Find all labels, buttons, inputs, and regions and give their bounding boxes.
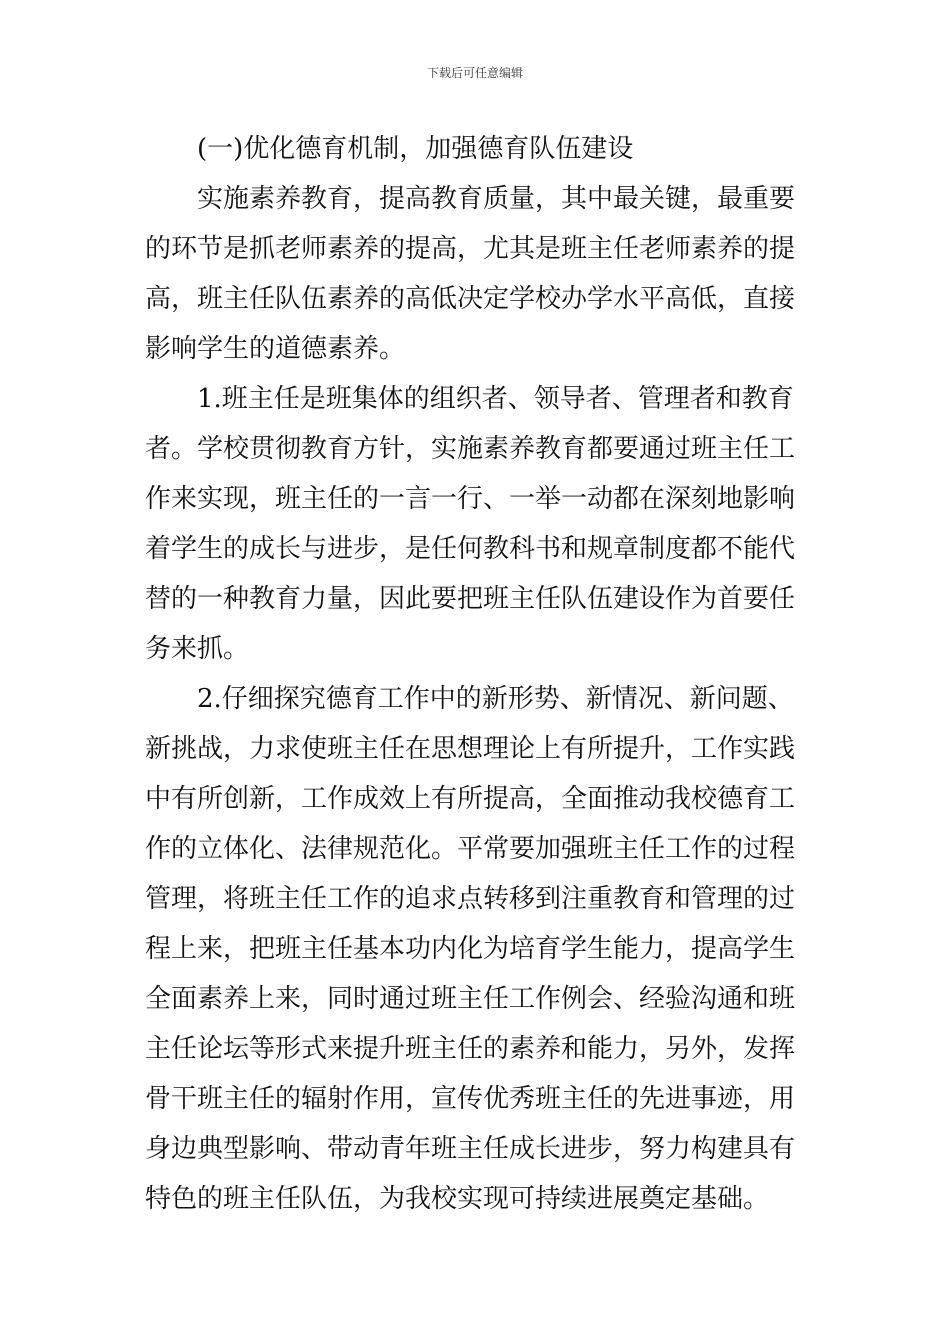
paragraph-line: 者。学校贯彻教育方针，实施素养教育都要通过班主任工 <box>145 434 796 464</box>
paragraph-line: 高，班主任队伍素养的高低决定学校办学水平高低，直接 <box>145 284 796 314</box>
paragraph-line: 中有所创新，工作成效上有所提高，全面推动我校德育工 <box>145 784 796 814</box>
paragraph-line: 作来实现，班主任的一言一行、一举一动都在深刻地影响 <box>145 484 796 514</box>
paragraph-line: 新挑战，力求使班主任在思想理论上有所提升，工作实践 <box>145 734 796 764</box>
paragraph-3 <box>145 674 811 1224</box>
paragraph-line: 替的一种教育力量，因此要把班主任队伍建设作为首要任 <box>145 584 796 614</box>
paragraph-line: 骨干班主任的辐射作用，宣传优秀班主任的先进事迹，用 <box>145 1084 796 1114</box>
paragraph-line: 身边典型影响、带动青年班主任成长进步，努力构建具有 <box>145 1134 796 1164</box>
document-body <box>145 124 811 1224</box>
paragraph-2 <box>145 374 811 674</box>
paragraph-line: 管理，将班主任工作的追求点转移到注重教育和管理的过 <box>145 884 796 914</box>
paragraph-line: 着学生的成长与进步，是任何教科书和规章制度都不能代 <box>145 534 796 564</box>
paragraph-line: 2.仔细探究德育工作中的新形势、新情况、新问题、 <box>197 684 794 714</box>
paragraph-line: 作的立体化、法律规范化。平常要加强班主任工作的过程 <box>145 834 796 864</box>
paragraph-line: 程上来，把班主任基本功内化为培育学生能力，提高学生 <box>145 934 796 964</box>
paragraph-line: 的环节是抓老师素养的提高，尤其是班主任老师素养的提 <box>145 234 796 264</box>
paragraph-line: 务来抓。 <box>145 634 250 664</box>
page-header-note: 下载后可任意编辑 <box>426 66 523 80</box>
paragraph-line: 特色的班主任队伍，为我校实现可持续进展奠定基础。 <box>145 1184 770 1214</box>
paragraph-line: 1.班主任是班集体的组织者、领导者、管理者和教育 <box>197 384 794 414</box>
paragraph-line: 影响学生的道德素养。 <box>145 334 406 364</box>
paragraph-line: 主任论坛等形式来提升班主任的素养和能力，另外，发挥 <box>145 1034 796 1064</box>
paragraph-1 <box>145 174 811 374</box>
paragraph-line: 全面素养上来，同时通过班主任工作例会、经验沟通和班 <box>145 984 796 1014</box>
section-heading: (一)优化德育机制，加强德育队伍建设 <box>197 134 634 164</box>
paragraph-line: 实施素养教育，提高教育质量，其中最关键，最重要 <box>197 184 796 214</box>
